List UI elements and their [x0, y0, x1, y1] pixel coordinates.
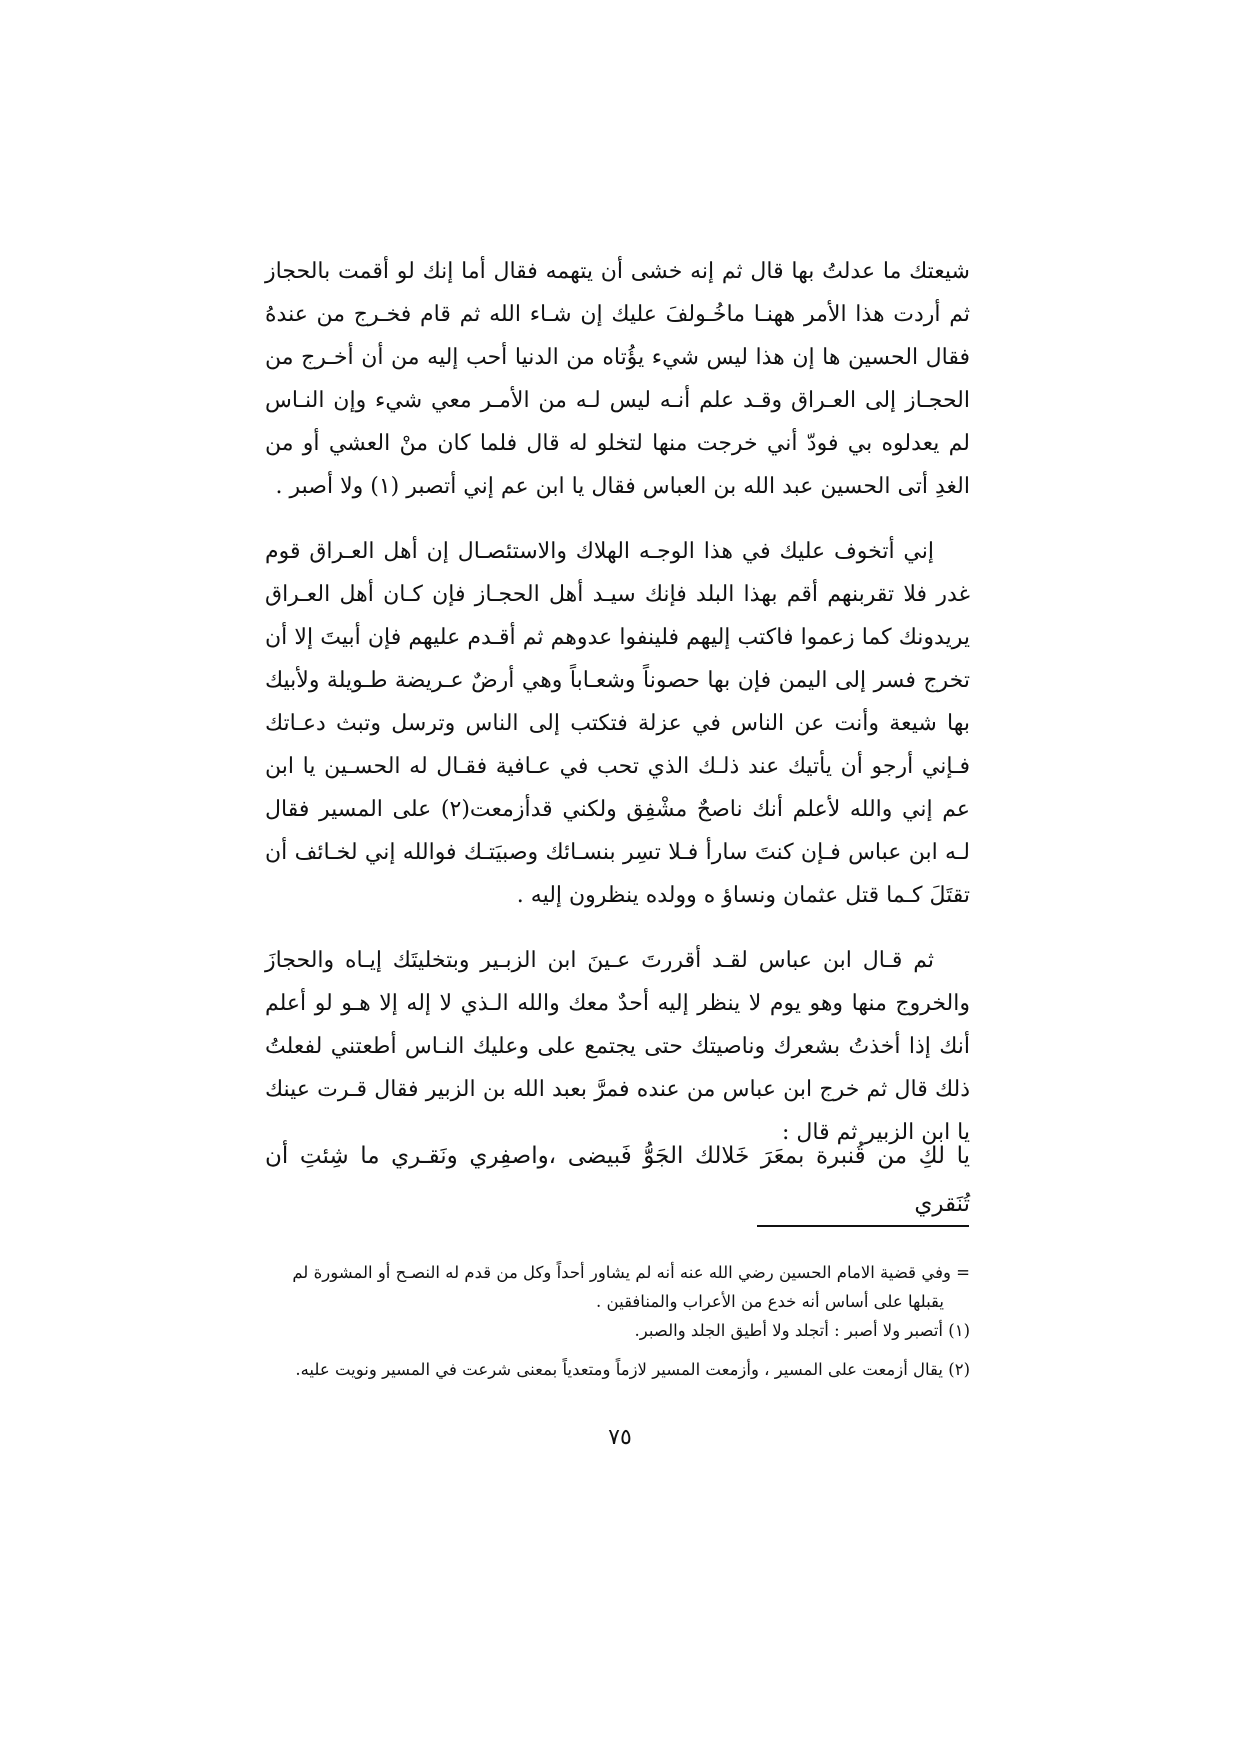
paragraph-3: ثم قـال ابن عباس لقـد أقررتَ عـينَ ابن الزبـير وبتخليتَك إيـاه والحجازَ والخروج منها وهو يوم لا ينظر إليه أحدٌ معك والله الـذي لا إله إلا هـو لو أعلم أنك إذا أخذتُ بشعرك وناصيتك حتى يجتمع على وعليك النـاس أطعتني لفعلتُ ذلك قال ثم خرج ابن عباس من عنده فمرَّ بعبد الله بن الزبير فقال قـرت عينك يا ابن الزبير ثم قال : [265, 948, 970, 1145]
footnotes [265, 1258, 970, 1384]
page-number: ٧٥ [608, 1425, 632, 1450]
main-text [265, 250, 970, 1154]
paragraph-1: شيعتك ما عدلتُ بها قال ثم إنه خشى أن يتهمه فقال أما إنك لو أقمت بالحجاز ثم أردت هذا الأمر ههنـا ماخُـولفَ عليك إن شـاء الله ثم قام فخـرج من عندهُ فقال الحسين ها إن هذا ليس شيء يؤُتاه من الدنيا أحب إليه من أن أخـرج من الحجـاز إلى العـراق وقـد علم أنـه ليس لـه من الأمـر معي شيء وإن النـاس لم يعدلوه بي فودّ أني خرجت منها لتخلو له قال فلما كان منْ العشي أو من الغدِ أتى الحسين عبد الله بن العباس فقال يا ابن عم إني أتصبر (١) ولا أصبر . [265, 259, 970, 499]
footnote-2: (٢) يقال أزمعت على المسير ، وأزمعت المسير لازماً ومتعدياً بمعنى شرعت في المسير ونويت عليه. [295, 1360, 970, 1379]
footnote-continued-line-2: يقبلها على أساس أنه خدع من الأعراب والمنافقين . [596, 1292, 944, 1311]
footnote-continued-line-1: = وفي قضية الامام الحسين رضي الله عنه أنه لم يشاور أحداً وكل من قدم له النصـح أو المشورة لم [292, 1263, 970, 1282]
poetry-verse: يا لكِ من قُنبرة بمعَرَ خَلالك الجَوُّ فَبيضى ،واصفِري ونَقـري ما شِئتِ أن تُنَقري [265, 1143, 970, 1217]
footnote-1: (١) أتصبر ولا أصبر : أتجلد ولا أطيق الجلد والصبر. [634, 1321, 970, 1340]
footnote-separator [757, 1225, 969, 1227]
paragraph-2: إني أتخوف عليك في هذا الوجـه الهلاك والاستئصـال إن أهل العـراق قوم غدر فلا تقربنهم أقم بهذا البلد فإنك سيـد أهل الحجـاز فإن كـان أهل العـراق يريدونك كما زعموا فاكتب إليهم فلينفوا عدوهم ثم أقـدم عليهم فإن أبيتَ إلا أن تخرج فسر إلى اليمن فإن بها حصوناً وشعـاباً وهي أرضٌ عـريضة طـويلة ولأبيك بها شيعة وأنت عن الناس في عزلة فتكتب إلى الناس وترسل وتبث دعـاتك فـإني أرجو أن يأتيك عند ذلـك الذي تحب في عـافية فقـال له الحسـين يا ابن عم إني والله لأعلم أنك ناصحٌ مشْفِق ولكني قدأزمعت(٢) على المسير فقال لـه ابن عباس فـإن كنتَ سارأ فـلا تسِر بنسـائك وصبيَتـك فوالله إني لخـائف أن تقتَلَ كـما قتل عثمان ونساؤ ه وولده ينظرون إليه . [265, 539, 970, 908]
